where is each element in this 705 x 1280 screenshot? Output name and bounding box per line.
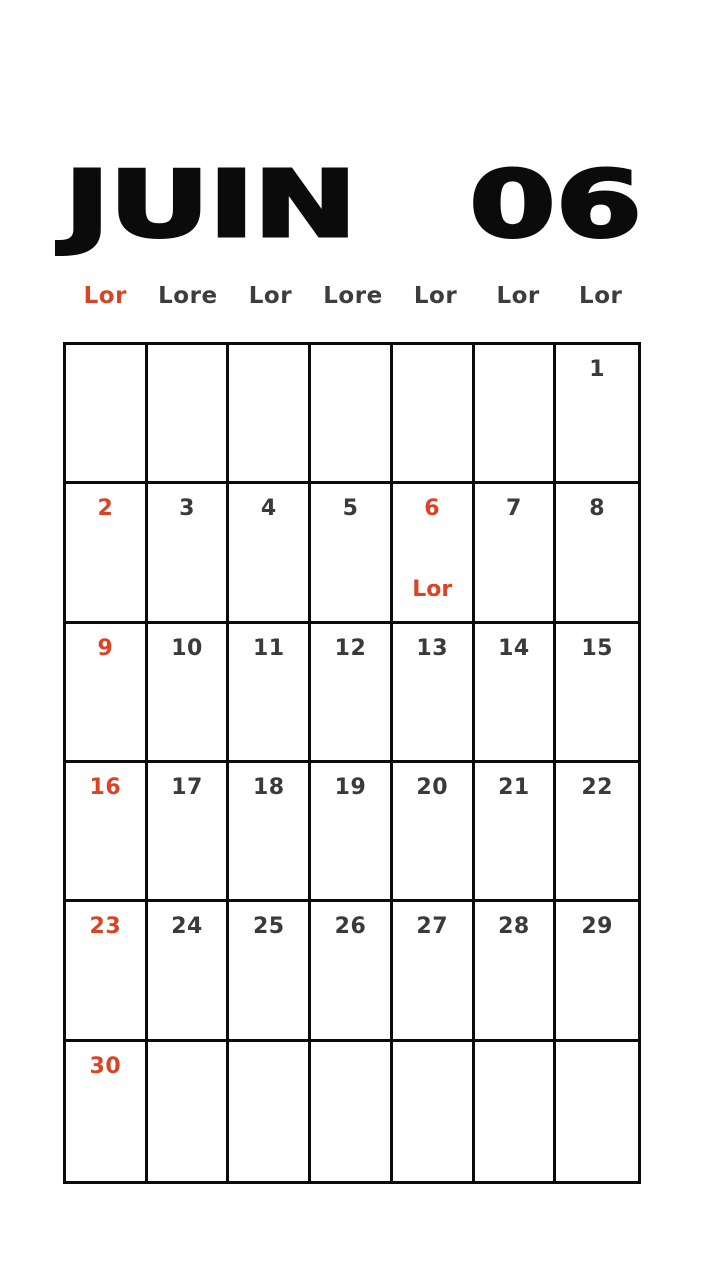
day-cell-11[interactable]	[229, 624, 311, 763]
day-number: 6	[424, 496, 441, 522]
day-number: 29	[581, 914, 613, 940]
calendar-header	[64, 151, 642, 258]
day-number: 5	[342, 496, 359, 522]
day-number: 21	[498, 774, 530, 800]
empty-day-cell	[393, 1042, 475, 1181]
weekday-label: Lore	[158, 283, 218, 309]
day-cell-10[interactable]	[148, 624, 230, 763]
day-number: 28	[498, 914, 530, 940]
day-number: 16	[89, 774, 122, 800]
weekday-label: Lor	[579, 283, 623, 309]
day-number: 13	[416, 635, 449, 661]
day-cell-20[interactable]	[393, 763, 475, 902]
weekday-label: Lor	[413, 283, 458, 309]
day-cell-23[interactable]	[66, 902, 148, 1041]
day-number: 7	[506, 496, 522, 522]
day-cell-29[interactable]	[556, 902, 638, 1041]
day-number: 2	[97, 496, 114, 522]
day-number: 12	[334, 635, 367, 661]
day-cell-17[interactable]	[148, 763, 230, 902]
day-cell-18[interactable]	[229, 763, 311, 902]
day-event-label: Lor	[412, 576, 453, 602]
day-cell-9[interactable]	[66, 624, 148, 763]
day-number: 23	[89, 914, 122, 940]
calendar-grid	[63, 342, 641, 1184]
day-cell-16[interactable]	[66, 763, 148, 902]
day-number: 14	[498, 635, 530, 661]
day-cell-13[interactable]	[393, 624, 475, 763]
empty-day-cell	[229, 1042, 311, 1181]
day-number: 1	[589, 357, 606, 382]
day-number: 25	[252, 914, 285, 940]
day-number: 17	[171, 774, 203, 800]
month-number: 06	[469, 151, 642, 258]
day-cell-25[interactable]	[229, 902, 311, 1041]
weekday-label: Lor	[83, 283, 127, 309]
day-number: 4	[260, 496, 277, 522]
empty-day-cell	[148, 345, 230, 484]
day-cell-26[interactable]	[311, 902, 393, 1041]
empty-day-cell	[475, 1042, 557, 1181]
day-number: 18	[252, 774, 285, 800]
month-title: JUIN	[64, 151, 356, 258]
weekday-row	[64, 280, 642, 312]
day-number: 15	[581, 635, 613, 661]
day-number: 8	[589, 496, 606, 522]
day-number: 19	[334, 774, 367, 800]
day-cell-7[interactable]	[475, 484, 557, 623]
day-cell-8[interactable]	[556, 484, 638, 623]
day-cell-30[interactable]	[66, 1042, 148, 1181]
day-cell-1[interactable]	[556, 345, 638, 484]
day-cell-15[interactable]	[556, 624, 638, 763]
day-number: 11	[252, 635, 285, 661]
weekday-label: Lor	[248, 283, 293, 309]
day-cell-19[interactable]	[311, 763, 393, 902]
day-number: 27	[416, 914, 449, 940]
day-cell-21[interactable]	[475, 763, 557, 902]
empty-day-cell	[311, 1042, 393, 1181]
day-cell-3[interactable]	[148, 484, 230, 623]
day-number: 24	[171, 914, 203, 940]
empty-day-cell	[393, 345, 475, 484]
day-number: 20	[416, 774, 449, 800]
day-number: 26	[334, 914, 367, 940]
empty-day-cell	[66, 345, 148, 484]
day-cell-2[interactable]	[66, 484, 148, 623]
empty-day-cell	[556, 1042, 638, 1181]
day-cell-6[interactable]	[393, 484, 475, 623]
empty-day-cell	[148, 1042, 230, 1181]
day-number: 22	[581, 774, 613, 800]
empty-day-cell	[311, 345, 393, 484]
weekday-label: Lor	[496, 283, 540, 309]
day-number: 30	[89, 1053, 122, 1079]
day-cell-14[interactable]	[475, 624, 557, 763]
empty-day-cell	[475, 345, 557, 484]
day-number: 9	[97, 635, 114, 661]
day-number: 10	[171, 635, 203, 661]
day-cell-5[interactable]	[311, 484, 393, 623]
day-cell-12[interactable]	[311, 624, 393, 763]
empty-day-cell	[229, 345, 311, 484]
day-cell-24[interactable]	[148, 902, 230, 1041]
weekday-label: Lore	[323, 283, 383, 309]
day-cell-22[interactable]	[556, 763, 638, 902]
day-cell-28[interactable]	[475, 902, 557, 1041]
day-cell-4[interactable]	[229, 484, 311, 623]
day-number: 3	[179, 496, 195, 522]
day-cell-27[interactable]	[393, 902, 475, 1041]
